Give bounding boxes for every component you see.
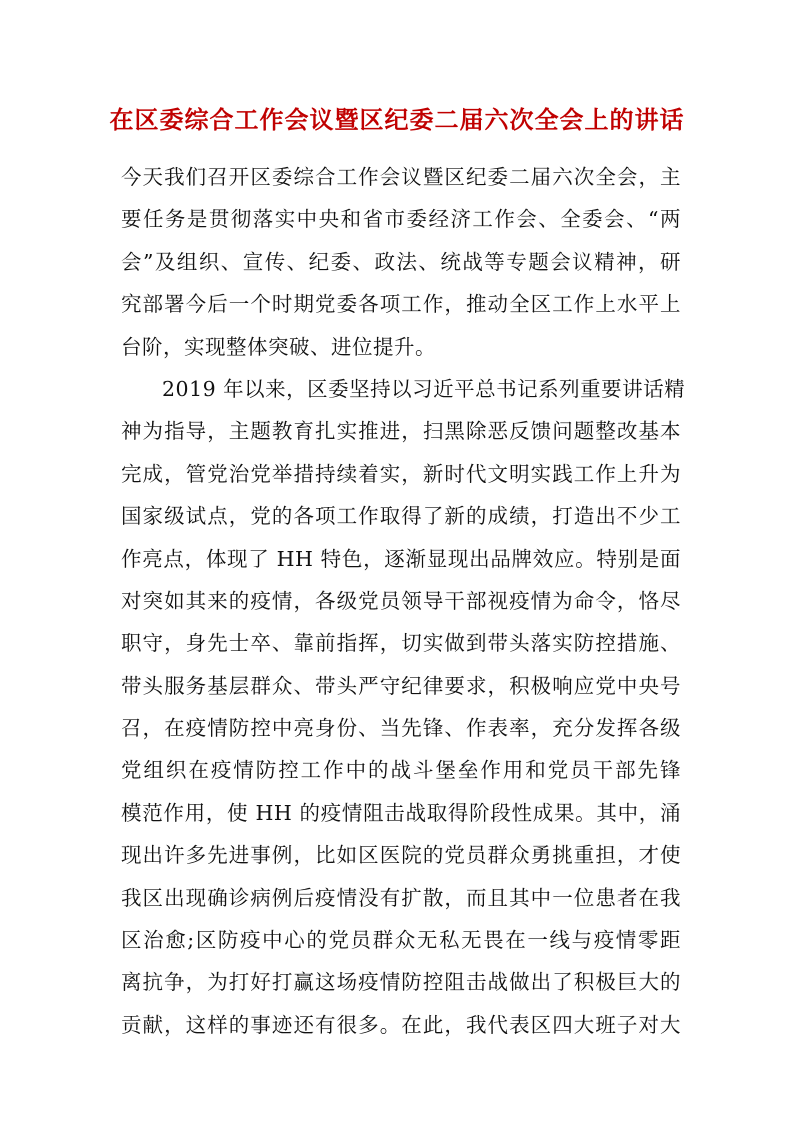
text-line: 今天我们召开区委综合工作会议暨区纪委二届六次全会，主	[121, 165, 681, 189]
text-line: 区治愈;区防疫中心的党员群众无私无畏在一线与疫情零距	[121, 928, 681, 953]
document-title: 在区委综合工作会议暨区纪委二届六次全会上的讲话	[109, 106, 685, 134]
paragraph-review	[121, 368, 686, 1046]
text-line: 究部署今后一个时期党委各项工作，推动全区工作上水平上	[121, 292, 681, 317]
text-line: 完成，管党治党举措持续着实，新时代文明实践工作上升为	[121, 461, 681, 486]
text-line: 贡献，这样的事迹还有很多。在此，我代表区四大班子对大	[121, 1012, 681, 1037]
text-line: 对突如其来的疫情，各级党员领导干部视疫情为命令，恪尽	[121, 588, 681, 613]
text-line: 2019 年以来，区委坚持以习近平总书记系列重要讲话精	[162, 376, 686, 401]
text-line: 党组织在疫情防控工作中的战斗堡垒作用和党员干部先锋	[121, 758, 681, 783]
paragraph-intro	[121, 156, 681, 368]
text-line: 模范作用，使 HH 的疫情阻击战取得阶段性成果。其中，涌	[121, 800, 681, 825]
document-body	[121, 156, 686, 1046]
text-line: 作亮点，体现了 HH 特色，逐渐显现出品牌效应。特别是面	[121, 546, 681, 571]
text-line: 现出许多先进事例，比如区医院的党员群众勇挑重担，才使	[121, 843, 681, 868]
text-line: 带头服务基层群众、带头严守纪律要求，积极响应党中央号	[121, 673, 681, 698]
text-line: 台阶，实现整体突破、进位提升。	[121, 334, 436, 359]
text-line: 要任务是贯彻落实中央和省市委经济工作会、全委会、“两	[121, 207, 681, 232]
text-line: 召，在疫情防控中亮身份、当先锋、作表率，充分发挥各级	[121, 716, 681, 741]
text-line: 神为指导，主题教育扎实推进，扫黑除恶反馈问题整改基本	[121, 419, 681, 444]
text-line: 会”及组织、宣传、纪委、政法、统战等专题会议精神，研	[121, 249, 681, 274]
text-line: 职守，身先士卒、靠前指挥，切实做到带头落实防控措施、	[121, 631, 681, 656]
text-line: 离抗争，为打好打赢这场疫情防控阻击战做出了积极巨大的	[121, 970, 681, 995]
text-line: 国家级试点，党的各项工作取得了新的成绩，打造出不少工	[121, 504, 681, 529]
text-line: 我区出现确诊病例后疫情没有扩散，而且其中一位患者在我	[121, 885, 681, 910]
